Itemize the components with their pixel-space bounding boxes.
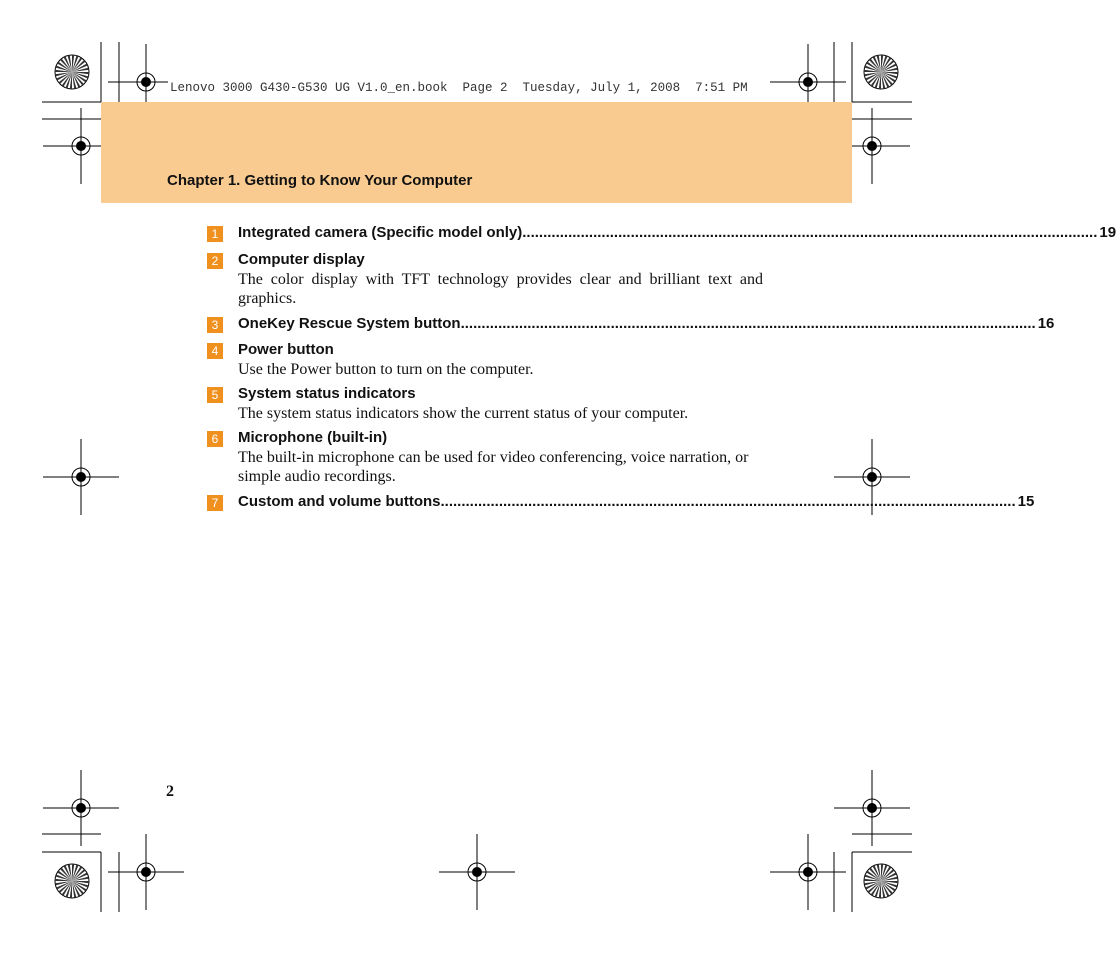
list-item [207, 340, 763, 379]
registration-star-mark [864, 864, 898, 898]
item-number-badge: 5 [207, 387, 223, 403]
list-item [207, 223, 1116, 243]
item-description: The color display with TFT technology provides clear and brilliant text and graphics. [238, 271, 763, 307]
chapter-title: Chapter 1. Getting to Know Your Computer [167, 172, 473, 189]
list-item [207, 314, 1055, 334]
list-item [207, 492, 1035, 512]
list-item [207, 428, 763, 486]
item-page-reference: 16 [1037, 315, 1055, 332]
list-item [207, 384, 763, 423]
item-title: OneKey Rescue System button .......................................................................................................................................... 16 [238, 315, 1055, 332]
page-number: 2 [166, 783, 174, 800]
book-info-header: Lenovo 3000 G430-G530 UG V1.0_en.book Page 2 Tuesday, July 1, 2008 7:51 PM [170, 81, 748, 95]
item-title: Computer display [238, 251, 365, 268]
item-description: The built-in microphone can be used for video conferencing, voice narration, or simple audio recordings. [238, 449, 749, 485]
item-number-badge: 3 [207, 317, 223, 333]
item-description: The system status indicators show the current status of your computer. [238, 405, 689, 422]
item-number-badge: 4 [207, 343, 223, 359]
item-title: Integrated camera (Specific model only) .......................................................................................................................................... 19 [238, 224, 1116, 241]
list-item [207, 250, 763, 308]
registration-star-mark [55, 864, 89, 898]
item-number-badge: 1 [207, 226, 223, 242]
item-title: Power button [238, 341, 334, 358]
item-page-reference: 15 [1017, 493, 1035, 510]
item-number-badge: 7 [207, 495, 223, 511]
item-title: System status indicators [238, 385, 416, 402]
item-title: Custom and volume buttons .......................................................................................................................................... 15 [238, 493, 1035, 510]
item-description: Use the Power button to turn on the computer. [238, 361, 534, 378]
item-number-badge: 2 [207, 253, 223, 269]
item-title: Microphone (built-in) [238, 429, 388, 446]
registration-star-mark [55, 55, 89, 89]
registration-star-mark [864, 55, 898, 89]
item-page-reference: 19 [1099, 224, 1116, 241]
component-list [207, 223, 1116, 512]
item-number-badge: 6 [207, 431, 223, 447]
